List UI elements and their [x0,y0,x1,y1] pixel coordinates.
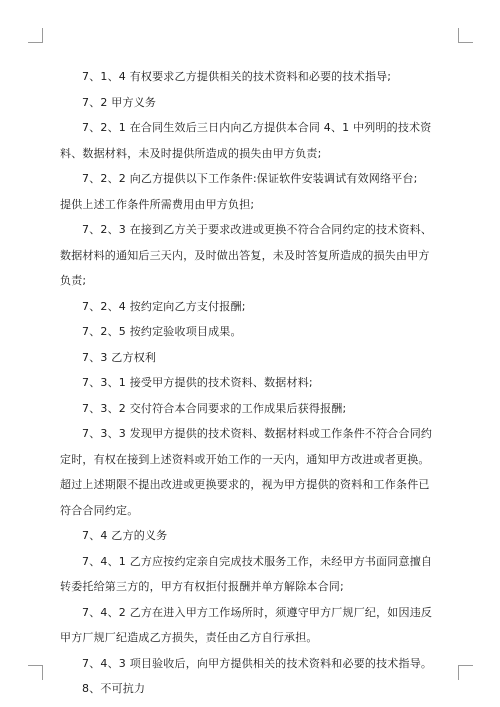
corner-mark-bottom-right [458,665,473,680]
paragraph-7-2-5: 7、2、5 按约定验收项目成果。 [82,325,242,338]
paragraph-7-2-3: 7、2、3 在接到乙方关于要求改进或更换不符合合同约定的技术资料、数据材料的通知后三天内，及时做出答复，未及时答复所造成的损失由甲方负责; [60,223,433,287]
paragraph-7-3-3: 7、3、3 发现甲方提供的技术资料、数据材料或工作条件不符合合同约定时，有权在接到上述资料或开始工作的一天内，通知甲方改进或者更换。超过上述期限不提出改进或更换要求的，视为甲方提供的资料和工作条件已符合合同约定。 [60,427,433,517]
corner-mark-bottom-left [28,665,43,680]
paragraph-7-2-2: 7、2、2 向乙方提供以下工作条件:保证软件安装调试有效网络平台; [82,172,418,185]
paragraph-7-1-4: 7、1、4 有权要求乙方提供相关的技术资料和必要的技术指导; [82,70,392,83]
paragraph-7-2-4: 7、2、4 按约定向乙方支付报酬; [82,299,246,313]
heading-7-4: 7、4 乙方的义务 [82,529,168,542]
paragraph-7-2-1: 7、2、1 在合同生效后三日内向乙方提供本合同 4、1 中列明的技术资料、数据材料，未及时提供所造成的损失由甲方负责; [60,121,432,160]
paragraph-cost-note: 提供上述工作条件所需费用由甲方负担; [60,197,255,211]
heading-8: 8、不可抗力 [82,682,146,695]
paragraph-7-4-1: 7、4、1 乙方应按约定亲自完成技术服务工作，未经甲方书面同意擅自转委托给第三方的，甲方有权拒付报酬并单方解除本合同; [60,554,433,593]
document-body [60,64,440,702]
heading-7-2: 7、2 甲方义务 [82,95,157,109]
corner-mark-top-right [458,28,473,43]
paragraph-7-4-2: 7、4、2 乙方在进入甲方工作场所时，须遵守甲方厂规厂纪，如因违反甲方厂规厂纪造成乙方损失，责任由乙方自行承担。 [60,605,433,644]
paragraph-7-3-2: 7、3、2 交付符合本合同要求的工作成果后获得报酬; [82,401,347,415]
corner-mark-top-left [28,28,43,43]
heading-7-3: 7、3 乙方权利 [82,350,157,364]
paragraph-7-3-1: 7、3、1 接受甲方提供的技术资料、数据材料; [82,376,313,389]
paragraph-7-4-3: 7、4、3 项目验收后，向甲方提供相关的技术资料和必要的技术指导。 [82,656,433,670]
